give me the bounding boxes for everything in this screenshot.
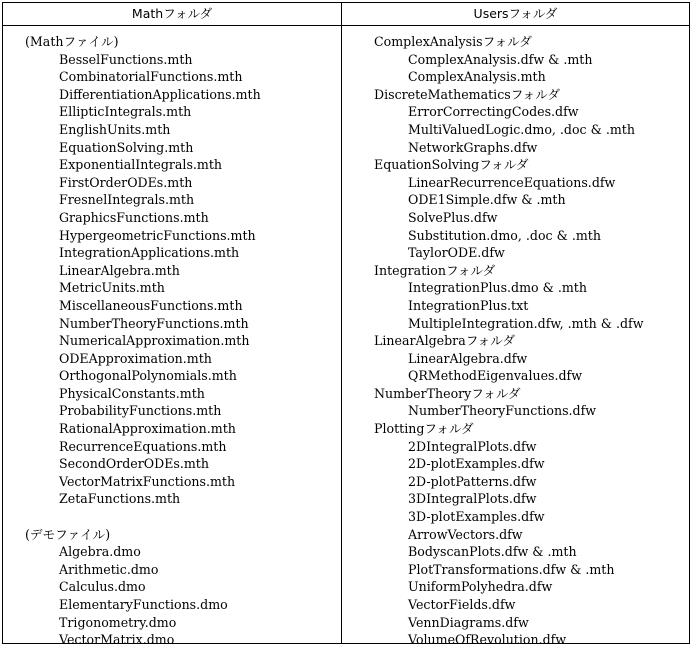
math-file-item: FirstOrderODEs.mth — [59, 174, 193, 190]
math-file-item: HypergeometricFunctions.mth — [59, 227, 256, 243]
users-subfolder-heading: NumberTheoryフォルダ — [374, 385, 521, 401]
users-file-item: PlotTransformations.dfw & .mth — [408, 561, 615, 577]
math-file-item: RationalApproximation.mth — [59, 421, 236, 437]
users-subfolder-heading: DiscreteMathematicsフォルダ — [374, 86, 560, 102]
users-file-item: ComplexAnalysis.mth — [408, 69, 546, 85]
math-file-item: DifferentiationApplications.mth — [59, 86, 261, 102]
math-file-item: ZetaFunctions.mth — [59, 491, 181, 507]
users-folder-column — [374, 33, 644, 649]
math-file-item: BesselFunctions.mth — [59, 51, 193, 67]
users-file-item: LinearRecurrenceEquations.dfw — [408, 174, 616, 190]
users-subfolder-heading: LinearAlgebraフォルダ — [374, 333, 515, 349]
users-file-item: QRMethodEigenvalues.dfw — [408, 368, 583, 384]
demo-file-item: ElementaryFunctions.dmo — [59, 597, 228, 612]
header-math-folder: Mathフォルダ — [131, 6, 213, 21]
demo-file-item: Arithmetic.dmo — [59, 561, 159, 577]
demo-file-item: Algebra.dmo — [59, 544, 141, 560]
users-file-item: NetworkGraphs.dfw — [408, 139, 538, 155]
math-file-item: OrthogonalPolynomials.mth — [59, 368, 237, 384]
users-subfolder-heading: EquationSolvingフォルダ — [374, 157, 529, 173]
users-file-item: 2D-plotExamples.dfw — [408, 456, 545, 472]
users-file-item: LinearAlgebra.dfw — [408, 350, 528, 366]
math-files-heading: (Mathファイル) — [25, 34, 119, 49]
math-file-item: ProbabilityFunctions.mth — [59, 403, 222, 419]
math-file-item: EnglishUnits.mth — [59, 121, 171, 137]
math-file-item: FresnelIntegrals.mth — [59, 192, 195, 208]
users-file-item: SolvePlus.dfw — [408, 209, 498, 225]
users-file-item: NumberTheoryFunctions.dfw — [408, 403, 597, 419]
math-file-item: MetricUnits.mth — [59, 280, 165, 296]
users-file-item: 2D-plotPatterns.dfw — [408, 473, 537, 489]
users-file-item: 3D-plotExamples.dfw — [408, 509, 545, 525]
users-file-item: UniformPolyhedra.dfw — [408, 579, 553, 595]
users-file-item: TaylorODE.dfw — [408, 245, 505, 261]
header-divider — [3, 25, 689, 26]
users-file-item: ODE1Simple.dfw & .mth — [408, 192, 566, 208]
math-file-item: MiscellaneousFunctions.mth — [59, 297, 243, 313]
users-file-item: Substitution.dmo, .doc & .mth — [408, 227, 601, 243]
math-file-item: CombinatorialFunctions.mth — [59, 69, 243, 85]
header-users-folder: Usersフォルダ — [473, 6, 558, 21]
math-file-item: IntegrationApplications.mth — [59, 245, 240, 261]
demo-files-heading: (デモファイル) — [25, 526, 111, 542]
demo-file-item: VectorMatrix.dmo — [59, 632, 175, 648]
users-file-item: ErrorCorrectingCodes.dfw — [408, 104, 579, 120]
math-file-item: VectorMatrixFunctions.mth — [59, 473, 236, 489]
demo-file-item: Calculus.dmo — [59, 579, 146, 595]
users-subfolder-heading: ComplexAnalysisフォルダ — [374, 34, 532, 49]
math-file-item: GraphicsFunctions.mth — [59, 209, 209, 225]
demo-file-item: Trigonometry.dmo — [59, 614, 177, 630]
users-file-item: BodyscanPlots.dfw & .mth — [408, 544, 577, 560]
math-file-item: RecurrenceEquations.mth — [59, 438, 227, 454]
users-file-item: MultiValuedLogic.dmo, .doc & .mth — [408, 121, 635, 137]
math-file-item: PhysicalConstants.mth — [59, 385, 205, 401]
users-subfolder-heading: Integrationフォルダ — [374, 262, 496, 278]
section-spacer — [25, 508, 261, 526]
users-file-item: IntegrationPlus.dmo & .mth — [408, 280, 587, 296]
folder-table — [2, 2, 690, 648]
users-file-item: 3DIntegralPlots.dfw — [408, 491, 537, 507]
math-file-item: SecondOrderODEs.mth — [59, 456, 209, 472]
users-file-item: VolumeOfRevolution.dfw — [408, 632, 567, 648]
math-folder-column — [25, 33, 261, 649]
math-file-item: NumericalApproximation.mth — [59, 333, 250, 349]
math-file-item: LinearAlgebra.mth — [59, 262, 180, 278]
users-file-item: ArrowVectors.dfw — [408, 526, 523, 542]
users-file-item: MultipleIntegration.dfw, .mth & .dfw — [408, 315, 644, 331]
users-file-item: VectorFields.dfw — [408, 597, 516, 612]
math-file-item: ODEApproximation.mth — [59, 350, 212, 366]
math-file-item: NumberTheoryFunctions.mth — [59, 315, 249, 331]
users-file-item: 2DIntegralPlots.dfw — [408, 438, 537, 454]
math-file-item: ExponentialIntegrals.mth — [59, 157, 223, 173]
column-divider — [341, 3, 342, 643]
users-file-item: ComplexAnalysis.dfw & .mth — [408, 51, 593, 67]
math-file-item: EllipticIntegrals.mth — [59, 104, 192, 120]
math-file-item: EquationSolving.mth — [59, 139, 194, 155]
users-file-item: VennDiagrams.dfw — [408, 614, 529, 630]
users-subfolder-heading: Plottingフォルダ — [374, 421, 474, 437]
users-file-item: IntegrationPlus.txt — [408, 297, 529, 313]
